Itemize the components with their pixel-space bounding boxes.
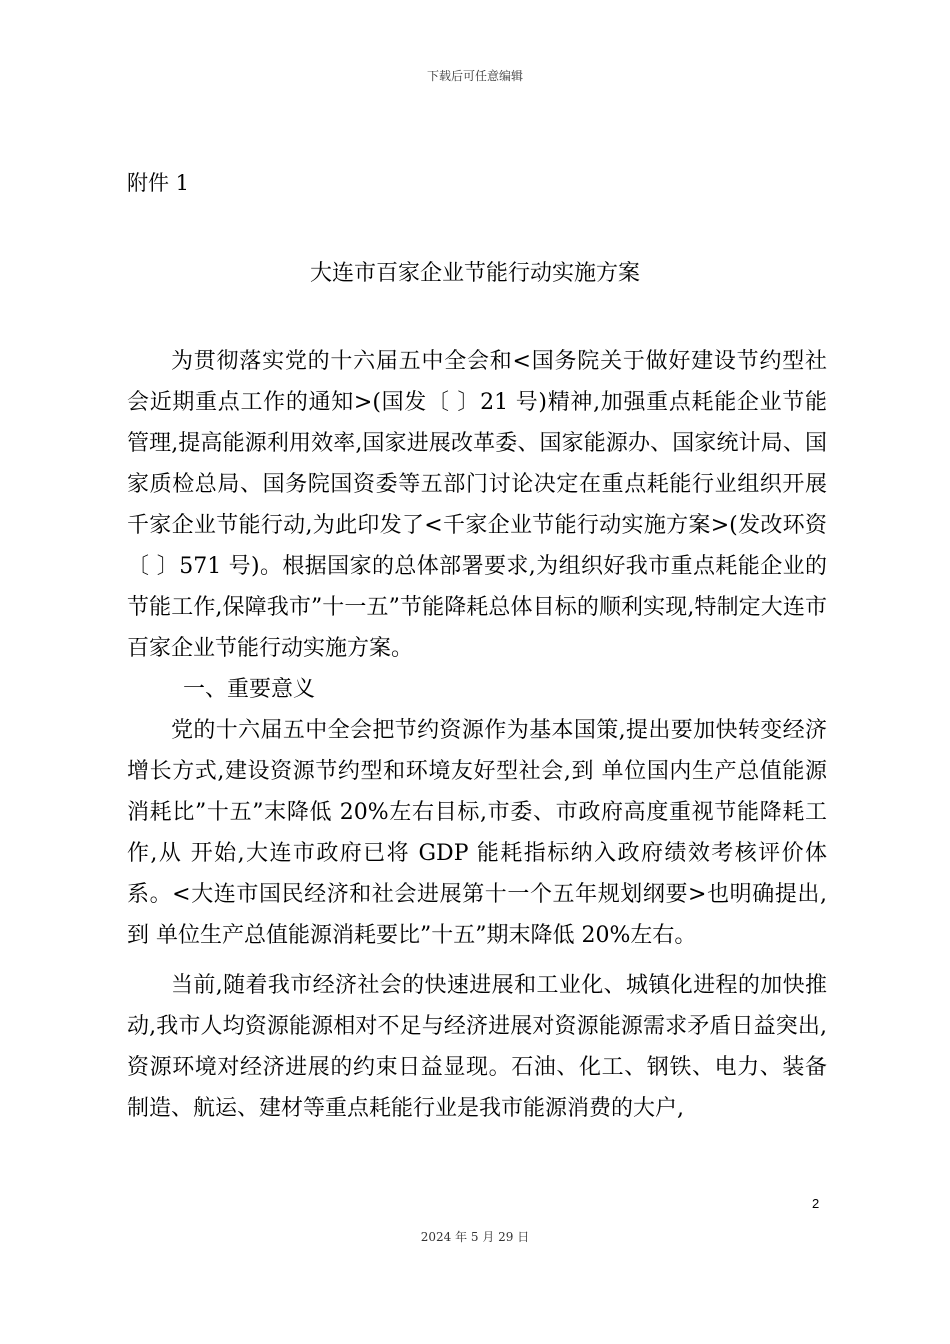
document-title: 大连市百家企业节能行动实施方案 xyxy=(309,261,640,286)
page-number: 2 xyxy=(812,1196,820,1211)
section-heading-significance: 一、重要意义 xyxy=(183,677,316,702)
significance-paragraph-1: 党的十六届五中全会把节约资源作为基本国策,提出要加快转变经济增长方式,建设资源节约型和环境友好型社会,到 单位国内生产总值能源消耗比”十五”末降低 20%左右目标,市委、市政府高度重视节能降耗工作,从 开始,大连市政府已将 GDP 能耗指标纳入政府绩效考核评价体系。<大连市国民经济和社会进展第十一个五年规划纲要>也明确提出,到 单位生产总值能源消耗要比”十五”期末降低 20%左右。 xyxy=(127,718,827,948)
header-note: 下载后可任意编辑 xyxy=(426,69,523,83)
attachment-label: 附件 1 xyxy=(127,171,190,195)
document-body xyxy=(127,341,827,1129)
intro-paragraph: 为贯彻落实党的十六届五中全会和<国务院关于做好建设节约型社会近期重点工作的通知>(国发〔 〕21 号)精神,加强重点耗能企业节能管理,提高能源利用效率,国家进展改革委、国家能源办、国家统计局、国家质检总局、国务院国资委等五部门讨论决定在重点耗能行业组织开展千家企业节能行动,为此印发了<千家企业节能行动实施方案>(发改环资〔 〕571 号)。根据国家的总体部署要求,为组织好我市重点耗能企业的节能工作,保障我市”十一五”节能降耗总体目标的顺利实现,特制定大连市百家企业节能行动实施方案。 xyxy=(127,349,827,661)
significance-paragraph-2: 当前,随着我市经济社会的快速进展和工业化、城镇化进程的加快推动,我市人均资源能源相对不足与经济进展对资源能源需求矛盾日益突出,资源环境对经济进展的约束日益显现。石油、化工、钢铁、电力、装备制造、航运、建材等重点耗能行业是我市能源消费的大户, xyxy=(127,973,827,1121)
footer-date: 2024 年 5 月 29 日 xyxy=(420,1230,530,1244)
